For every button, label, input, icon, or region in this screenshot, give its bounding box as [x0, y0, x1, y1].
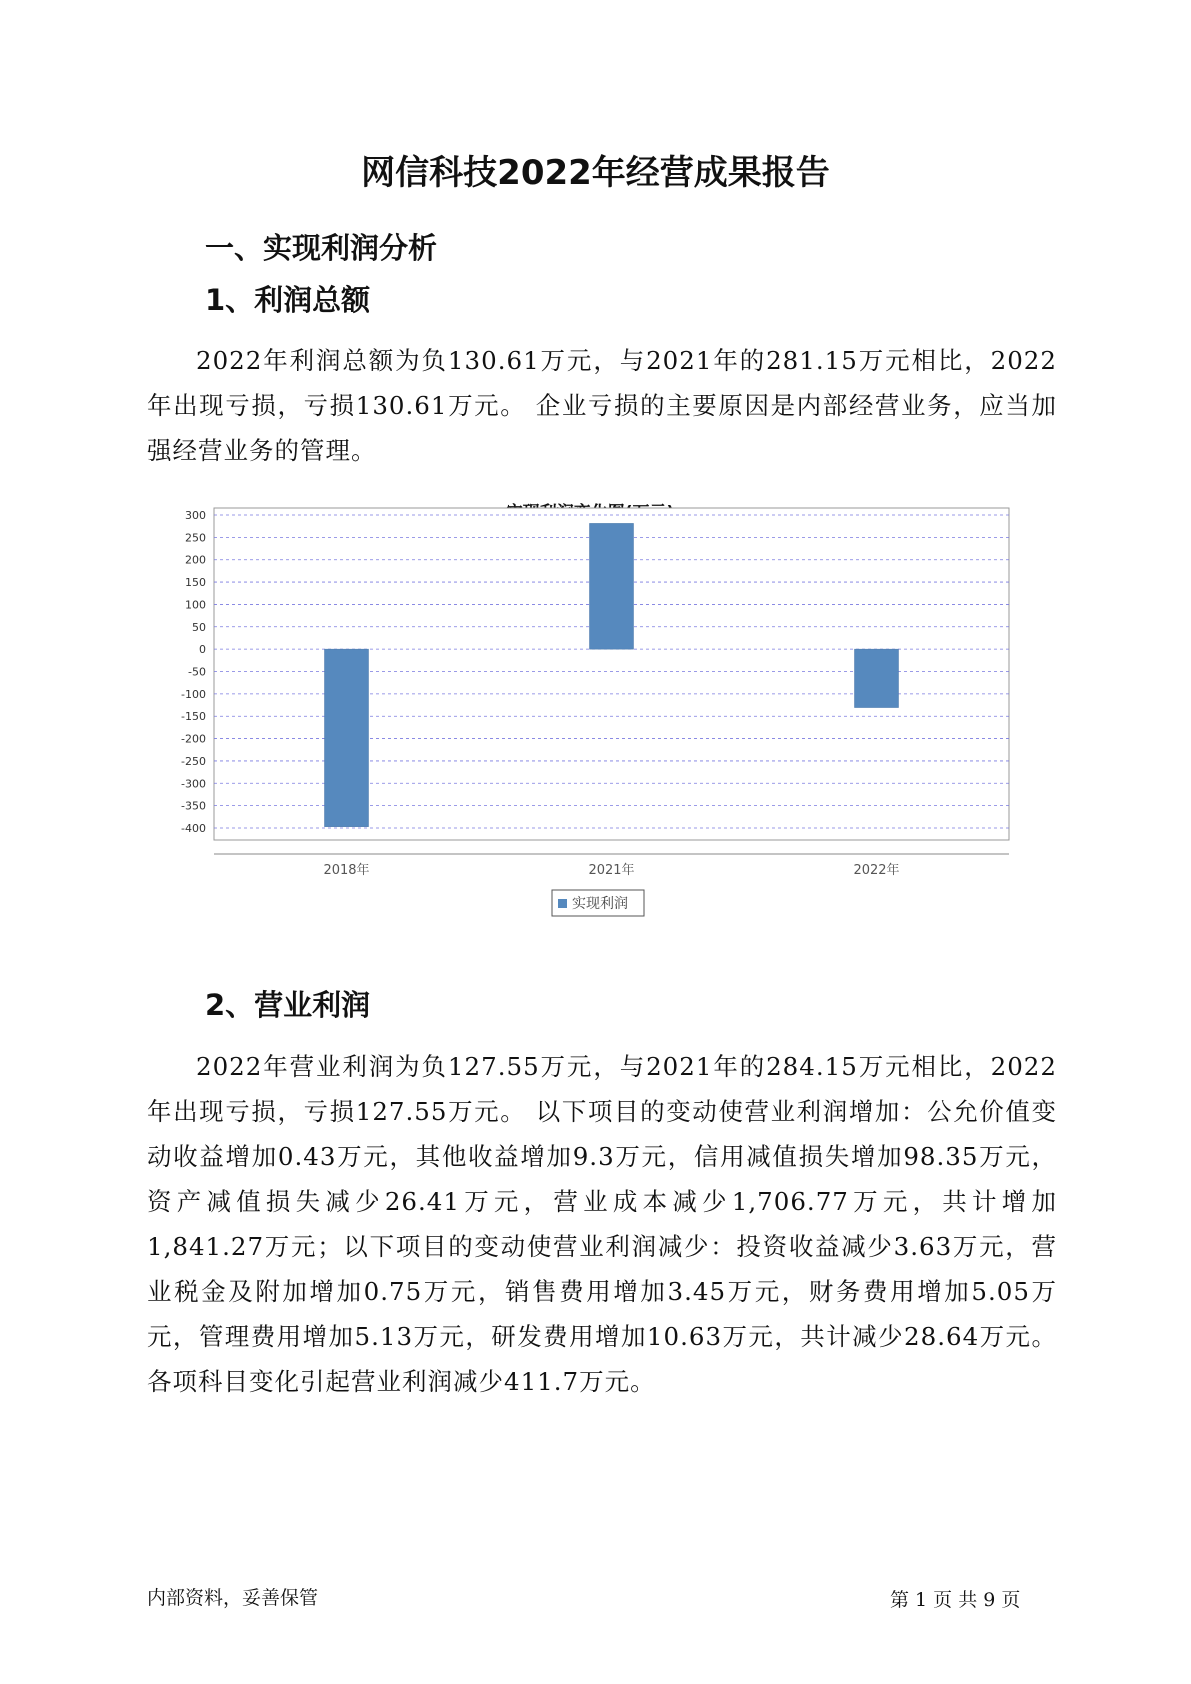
document-title: 网信科技2022年经营成果报告: [361, 153, 830, 193]
y-tick-label: -150: [181, 710, 206, 724]
footer-page-number: 第 1 页 共 9 页: [890, 1589, 1021, 1611]
y-tick-label: -400: [181, 822, 206, 835]
y-tick-label: 50: [192, 620, 206, 634]
footer-confidential-note: 内部资料，妥善保管: [147, 1587, 319, 1609]
y-tick-label: 200: [185, 553, 206, 567]
subsection-heading-operating-profit: 2、营业利润: [205, 988, 371, 1022]
y-tick-label: -100: [181, 687, 206, 701]
legend-label: 实现利润: [572, 896, 628, 912]
y-tick-label: -50: [188, 665, 206, 679]
y-tick-label: -250: [181, 754, 206, 768]
chart-svg: [160, 498, 1020, 918]
y-tick-label: 250: [185, 531, 206, 545]
paragraph-profit-total: 2022年利润总额为负130.61万元，与2021年的281.15万元相比，2022年出现亏损，亏损130.61万元。 企业亏损的主要原因是内部经营业务，应当加强经营业务的管理。: [147, 346, 1057, 465]
x-tick-label: 2018年: [323, 863, 370, 878]
paragraph-operating-profit: 2022年营业利润为负127.55万元，与2021年的284.15万元相比，2022年出现亏损，亏损127.55万元。 以下项目的变动使营业利润增加：公允价值变动收益增加0.43万元，其他收益增加9.3万元，信用减值损失增加98.35万元，资产减值损失减少26.41万元，营业成本减少1,706.77万元，共计增加1,841.27万元；以下项目的变动使营业利润减少：投资收益减少3.63万元，营业税金及附加增加0.75万元，销售费用增加3.45万元，财务费用增加5.05万元，管理费用增加5.13万元，研发费用增加10.63万元，共计减少28.64万元。各项科目变化引起营业利润减少411.7万元。: [147, 1052, 1057, 1396]
y-tick-label: 300: [185, 509, 206, 522]
bar: [855, 649, 899, 707]
y-tick-label: 0: [199, 643, 206, 657]
profit-chart: [160, 498, 1020, 958]
y-tick-label: -350: [181, 799, 206, 813]
y-tick-label: -300: [181, 777, 206, 791]
x-tick-label: 2022年: [853, 863, 900, 878]
y-tick-label: 150: [185, 576, 206, 590]
legend-swatch: [558, 899, 567, 908]
y-tick-label: 100: [185, 598, 206, 612]
y-tick-label: -200: [181, 732, 206, 746]
bar: [325, 649, 369, 827]
subsection-heading-profit-total: 1、利润总额: [205, 283, 371, 317]
section-heading: 一、实现利润分析: [205, 231, 438, 265]
bar: [590, 523, 634, 649]
x-tick-label: 2021年: [588, 863, 635, 878]
